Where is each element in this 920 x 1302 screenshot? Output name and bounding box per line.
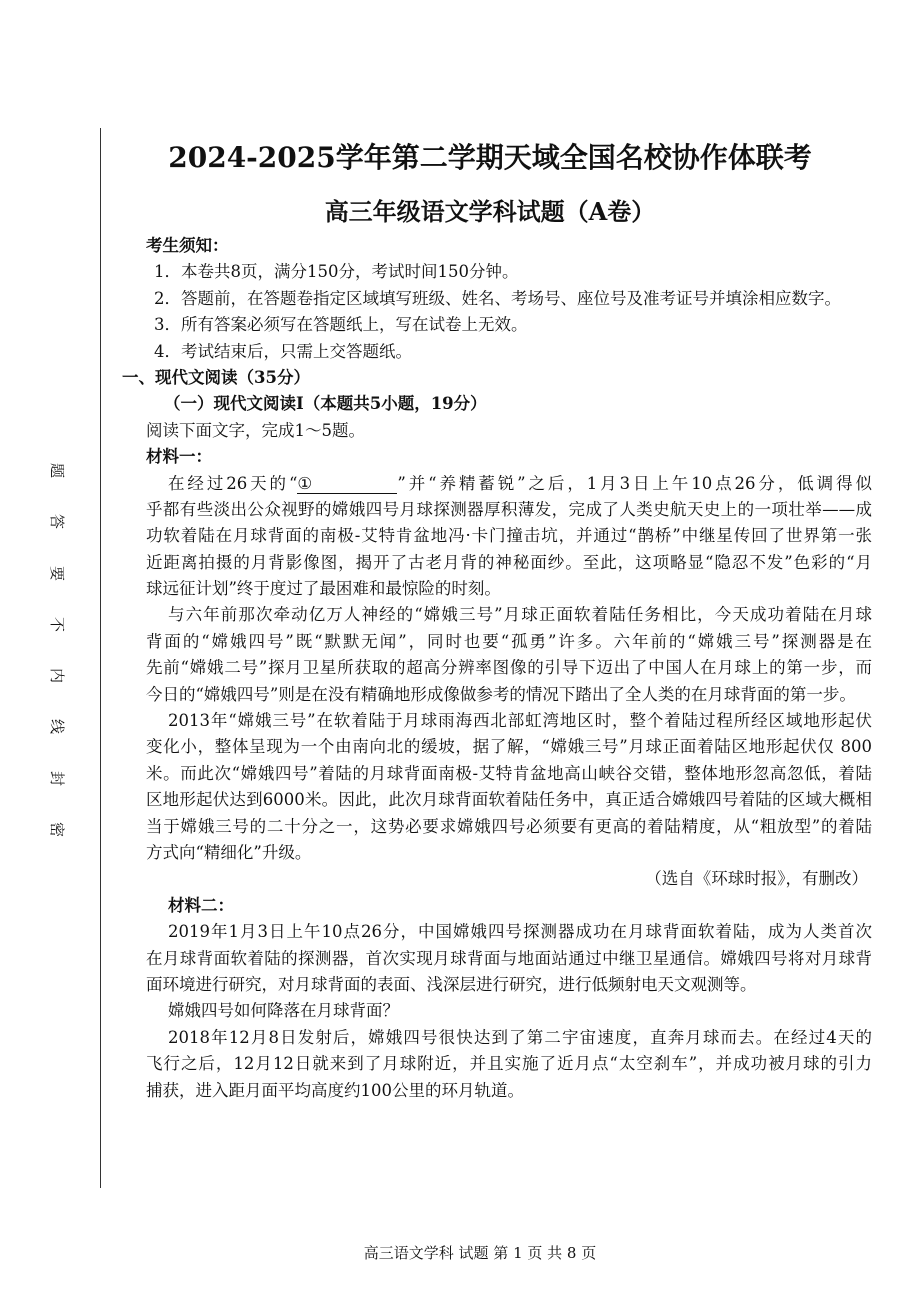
paragraph-line: 近距离拍摄的月背影像图，揭开了古老月背的神秘面纱。至此，这项略显“隐忍不发”色彩的“月 [146, 552, 872, 572]
paragraph-line: 乎都有些淡出公众视野的嫦娥四号月球探测器厚积薄发，完成了人类史航天史上的一项壮举——成 [146, 499, 872, 519]
seal-note-char: 题 [48, 462, 67, 479]
exam-subtitle: 高三年级语文学科试题（A卷） [324, 197, 656, 226]
paragraph-line: 功软着陆在月球背面的南极-艾特肯盆地冯·卡门撞击坑，并通过“鹊桥”中继星传回了世界第一张 [146, 526, 872, 546]
notice-item: 2．答题前，在答题卷指定区域填写班级、姓名、考场号、座位号及准考证号并填涂相应数字。 [154, 288, 841, 308]
seal-note-char: 不 [48, 616, 67, 632]
paragraph-line: 与六年前那次牵动亿万人神经的“嫦娥三号”月球正面软着陆任务相比，今天成功着陆在月球 [168, 605, 872, 625]
paragraph-line: 2019年1月3日上午10点26分，中国嫦娥四号探测器成功在月球背面软着陆，成为人类首次 [168, 922, 872, 942]
paragraph-line: 在月球背面软着陆的探测器，首次实现月球背面与地面站通过中继卫星通信。嫦娥四号将对月球背 [146, 948, 872, 968]
text: 在经过26天的“ [168, 473, 298, 493]
seal-note-char: 密 [48, 821, 67, 837]
material1-paragraph-1 [146, 497, 872, 603]
material1-heading: 材料一： [146, 447, 212, 467]
paragraph-line: 球远征计划”终于度过了最困难和最惊险的时刻。 [146, 579, 501, 599]
seal-line-notice [38, 460, 78, 840]
seal-note-char: 答 [48, 514, 67, 530]
material2-paragraph-3 [146, 1025, 872, 1104]
paragraph-line: 今日的“嫦娥四号”则是在没有精确地形成像做参考的情况下踏出了全人类的在月球背面的第一步。 [146, 684, 856, 704]
paragraph-line: 2018年12月8日发射后，嫦娥四号很快达到了第二宇宙速度，直奔月球而去。在经过4天的 [168, 1027, 872, 1047]
instruction: 阅读下面文字，完成1～5题。 [146, 420, 365, 440]
paragraph-line: 变化小，整体呈现为一个由南向北的缓坡，据了解，“嫦娥三号”月球正面着陆区地形起伏仅 800 [146, 737, 872, 757]
notice-item: 3．所有答案必须写在答题纸上，写在试卷上无效。 [154, 315, 528, 335]
material2-paragraph-1 [146, 919, 872, 998]
material1-paragraph-3 [146, 708, 872, 866]
page-footer: 高三语文学科 试题 第 1 页 共 8 页 [363, 1244, 597, 1262]
paragraph-line: 飞行之后，12月12日就来到了月球附近，并且实施了近月点“太空刹车”，并成功被月球的引力 [146, 1054, 872, 1074]
paragraph-line: 区地形起伏达到6000米。因此，此次月球背面软着陆任务中，真正适合嫦娥四号着陆的区域大概相 [146, 790, 872, 810]
exam-content [122, 233, 872, 1104]
paragraph-line: 背面的“嫦娥四号”既“默默无闻”，同时也要“孤勇”许多。六年前的“嫦娥三号”探测器是在 [146, 631, 872, 651]
notice-heading: 考生须知： [146, 236, 229, 255]
notice-item: 4．考试结束后，只需上交答题纸。 [154, 341, 412, 361]
fill-blank-1: ① [297, 475, 397, 494]
paragraph-line: 当于嫦娥三号的二十分之一，这势必要求嫦娥四号必须要有更高的着陆精度，从“粗放型”的着陆 [146, 816, 872, 836]
seal-note-char: 封 [48, 770, 67, 786]
seal-note-char: 内 [48, 668, 67, 684]
notice-list [146, 259, 872, 365]
paragraph-line: 米。而此次“嫦娥四号”着陆的月球背面南极-艾特肯盆地高山峡谷交错，整体地形忽高忽低，着陆 [146, 763, 872, 783]
material2-heading: 材料二： [168, 895, 234, 915]
material2-paragraph-2 [146, 998, 872, 1024]
paragraph-line: 面环境进行研究，对月球背面的表面、浅深层进行研究，进行低频射电天文观测等。 [146, 974, 757, 994]
text: ”并“养精蓄锐”之后，1月3日上午10点26分，低调得似 [397, 473, 872, 493]
paragraph-line: 方式向“精细化”升级。 [146, 842, 312, 862]
seal-note-char: 要 [48, 565, 67, 581]
material1-paragraph-2 [146, 602, 872, 708]
subsection-heading: （一）现代文阅读Ⅰ（本题共5小题，19分） [164, 394, 487, 414]
paragraph-line: 先前“嫦娥二号”探月卫星所获取的超高分辨率图像的引导下迈出了中国人在月球上的第一步，而 [146, 658, 872, 678]
binding-line [100, 128, 101, 1188]
paragraph-line: 2013年“嫦娥三号”在软着陆于月球雨海西北部虹湾地区时，整个着陆过程所经区域地形起伏 [168, 711, 872, 731]
seal-note-char: 线 [48, 719, 67, 735]
material1-source: （选自《环球时报》，有删改） [645, 869, 868, 889]
exam-title: 2024-2025学年第二学期天域全国名校协作体联考 [168, 141, 812, 174]
section-heading: 一、现代文阅读（35分） [122, 367, 310, 387]
paragraph-line: 捕获，进入距月面平均高度约100公里的环月轨道。 [146, 1080, 524, 1100]
paragraph-line: 嫦娥四号如何降落在月球背面？ [168, 1001, 399, 1021]
notice-item: 1．本卷共8页，满分150分，考试时间150分钟。 [154, 262, 519, 282]
material1-first-line [146, 471, 872, 497]
